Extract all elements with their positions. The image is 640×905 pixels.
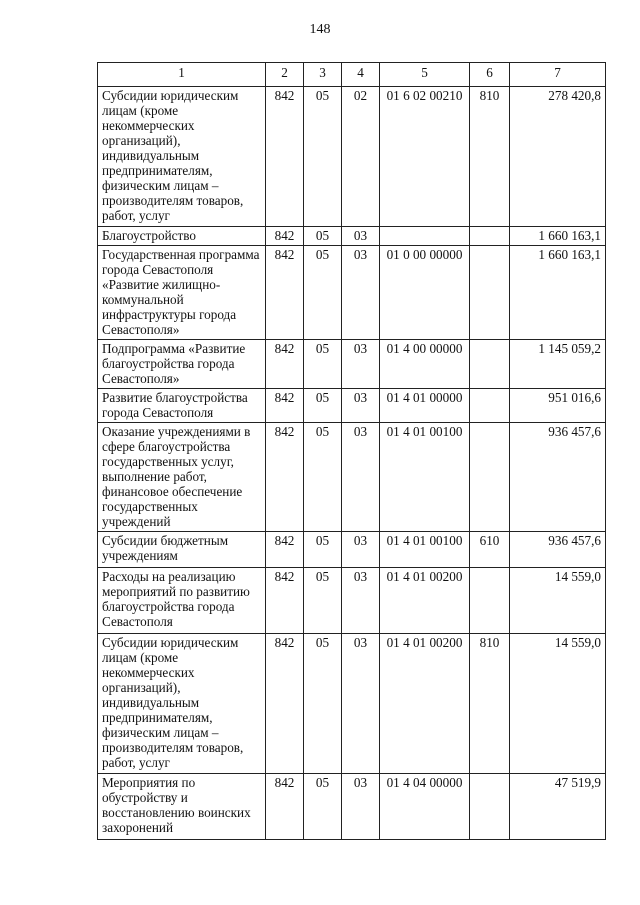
- budget-table: [97, 62, 606, 840]
- table-row: [98, 634, 606, 774]
- row-target-article: 01 4 04 00000: [380, 774, 470, 840]
- row-expense-type: [470, 389, 510, 423]
- row-expense-type: [470, 568, 510, 634]
- row-grbs-code: 842: [266, 423, 304, 532]
- row-name: Расходы на реализацию мероприятий по развитию благоустройства города Севастополя: [98, 568, 266, 634]
- header-col-3: 3: [304, 63, 342, 87]
- row-grbs-code: 842: [266, 568, 304, 634]
- row-subsection-code: 02: [342, 87, 380, 227]
- row-subsection-code: 03: [342, 340, 380, 389]
- table-header-row: [98, 63, 606, 87]
- row-target-article: 01 4 01 00000: [380, 389, 470, 423]
- row-amount: 936 457,6: [510, 423, 606, 532]
- row-grbs-code: 842: [266, 389, 304, 423]
- row-grbs-code: 842: [266, 227, 304, 246]
- row-subsection-code: 03: [342, 423, 380, 532]
- row-subsection-code: 03: [342, 634, 380, 774]
- row-amount: 1 145 059,2: [510, 340, 606, 389]
- row-grbs-code: 842: [266, 532, 304, 568]
- header-col-4: 4: [342, 63, 380, 87]
- row-section-code: 05: [304, 774, 342, 840]
- row-section-code: 05: [304, 634, 342, 774]
- table-row: [98, 774, 606, 840]
- table-row: [98, 340, 606, 389]
- row-expense-type: [470, 774, 510, 840]
- header-col-2: 2: [266, 63, 304, 87]
- row-name: Субсидии бюджетным учреждениям: [98, 532, 266, 568]
- row-expense-type: 610: [470, 532, 510, 568]
- header-col-1: 1: [98, 63, 266, 87]
- row-subsection-code: 03: [342, 532, 380, 568]
- header-col-6: 6: [470, 63, 510, 87]
- row-section-code: 05: [304, 389, 342, 423]
- row-grbs-code: 842: [266, 634, 304, 774]
- row-grbs-code: 842: [266, 246, 304, 340]
- row-grbs-code: 842: [266, 87, 304, 227]
- row-name: Субсидии юридическим лицам (кроме некоммерческих организаций), индивидуальным предпринимателям, физическим лицам – производителям товаров, работ, услуг: [98, 87, 266, 227]
- row-amount: 14 559,0: [510, 634, 606, 774]
- header-col-5: 5: [380, 63, 470, 87]
- page-number: 148: [309, 22, 331, 37]
- row-expense-type: [470, 246, 510, 340]
- row-amount: 951 016,6: [510, 389, 606, 423]
- row-expense-type: [470, 227, 510, 246]
- row-target-article: 01 4 01 00200: [380, 634, 470, 774]
- row-section-code: 05: [304, 246, 342, 340]
- row-expense-type: [470, 340, 510, 389]
- row-subsection-code: 03: [342, 389, 380, 423]
- row-amount: 1 660 163,1: [510, 227, 606, 246]
- row-section-code: 05: [304, 423, 342, 532]
- row-name: Субсидии юридическим лицам (кроме некоммерческих организаций), индивидуальным предпринимателям, физическим лицам – производителям товаров, работ, услуг: [98, 634, 266, 774]
- row-target-article: 01 6 02 00210: [380, 87, 470, 227]
- row-target-article: 01 4 01 00100: [380, 532, 470, 568]
- table-row: [98, 227, 606, 246]
- table-row: [98, 532, 606, 568]
- row-name: Мероприятия по обустройству и восстановлению воинских захоронений: [98, 774, 266, 840]
- table-row: [98, 568, 606, 634]
- row-subsection-code: 03: [342, 227, 380, 246]
- row-amount: 14 559,0: [510, 568, 606, 634]
- row-grbs-code: 842: [266, 774, 304, 840]
- table-row: [98, 87, 606, 227]
- row-target-article: 01 4 01 00100: [380, 423, 470, 532]
- row-name: Благоустройство: [98, 227, 266, 246]
- row-grbs-code: 842: [266, 340, 304, 389]
- row-target-article: 01 0 00 00000: [380, 246, 470, 340]
- row-subsection-code: 03: [342, 568, 380, 634]
- table-row: [98, 246, 606, 340]
- row-section-code: 05: [304, 340, 342, 389]
- row-name: Развитие благоустройства города Севастополя: [98, 389, 266, 423]
- row-amount: 278 420,8: [510, 87, 606, 227]
- row-section-code: 05: [304, 227, 342, 246]
- row-name: Государственная программа города Севастополя «Развитие жилищно-коммунальной инфраструктуры города Севастополя»: [98, 246, 266, 340]
- row-amount: 47 519,9: [510, 774, 606, 840]
- row-name: Оказание учреждениями в сфере благоустройства государственных услуг, выполнение работ, финансовое обеспечение государственных учреждений: [98, 423, 266, 532]
- row-subsection-code: 03: [342, 246, 380, 340]
- row-name: Подпрограмма «Развитие благоустройства города Севастополя»: [98, 340, 266, 389]
- row-amount: 1 660 163,1: [510, 246, 606, 340]
- header-col-7: 7: [510, 63, 606, 87]
- row-expense-type: [470, 423, 510, 532]
- row-target-article: 01 4 01 00200: [380, 568, 470, 634]
- row-section-code: 05: [304, 87, 342, 227]
- table-row: [98, 389, 606, 423]
- table-body: [98, 87, 606, 840]
- row-target-article: [380, 227, 470, 246]
- row-subsection-code: 03: [342, 774, 380, 840]
- row-section-code: 05: [304, 532, 342, 568]
- row-expense-type: 810: [470, 634, 510, 774]
- row-expense-type: 810: [470, 87, 510, 227]
- row-section-code: 05: [304, 568, 342, 634]
- row-target-article: 01 4 00 00000: [380, 340, 470, 389]
- row-amount: 936 457,6: [510, 532, 606, 568]
- table-row: [98, 423, 606, 532]
